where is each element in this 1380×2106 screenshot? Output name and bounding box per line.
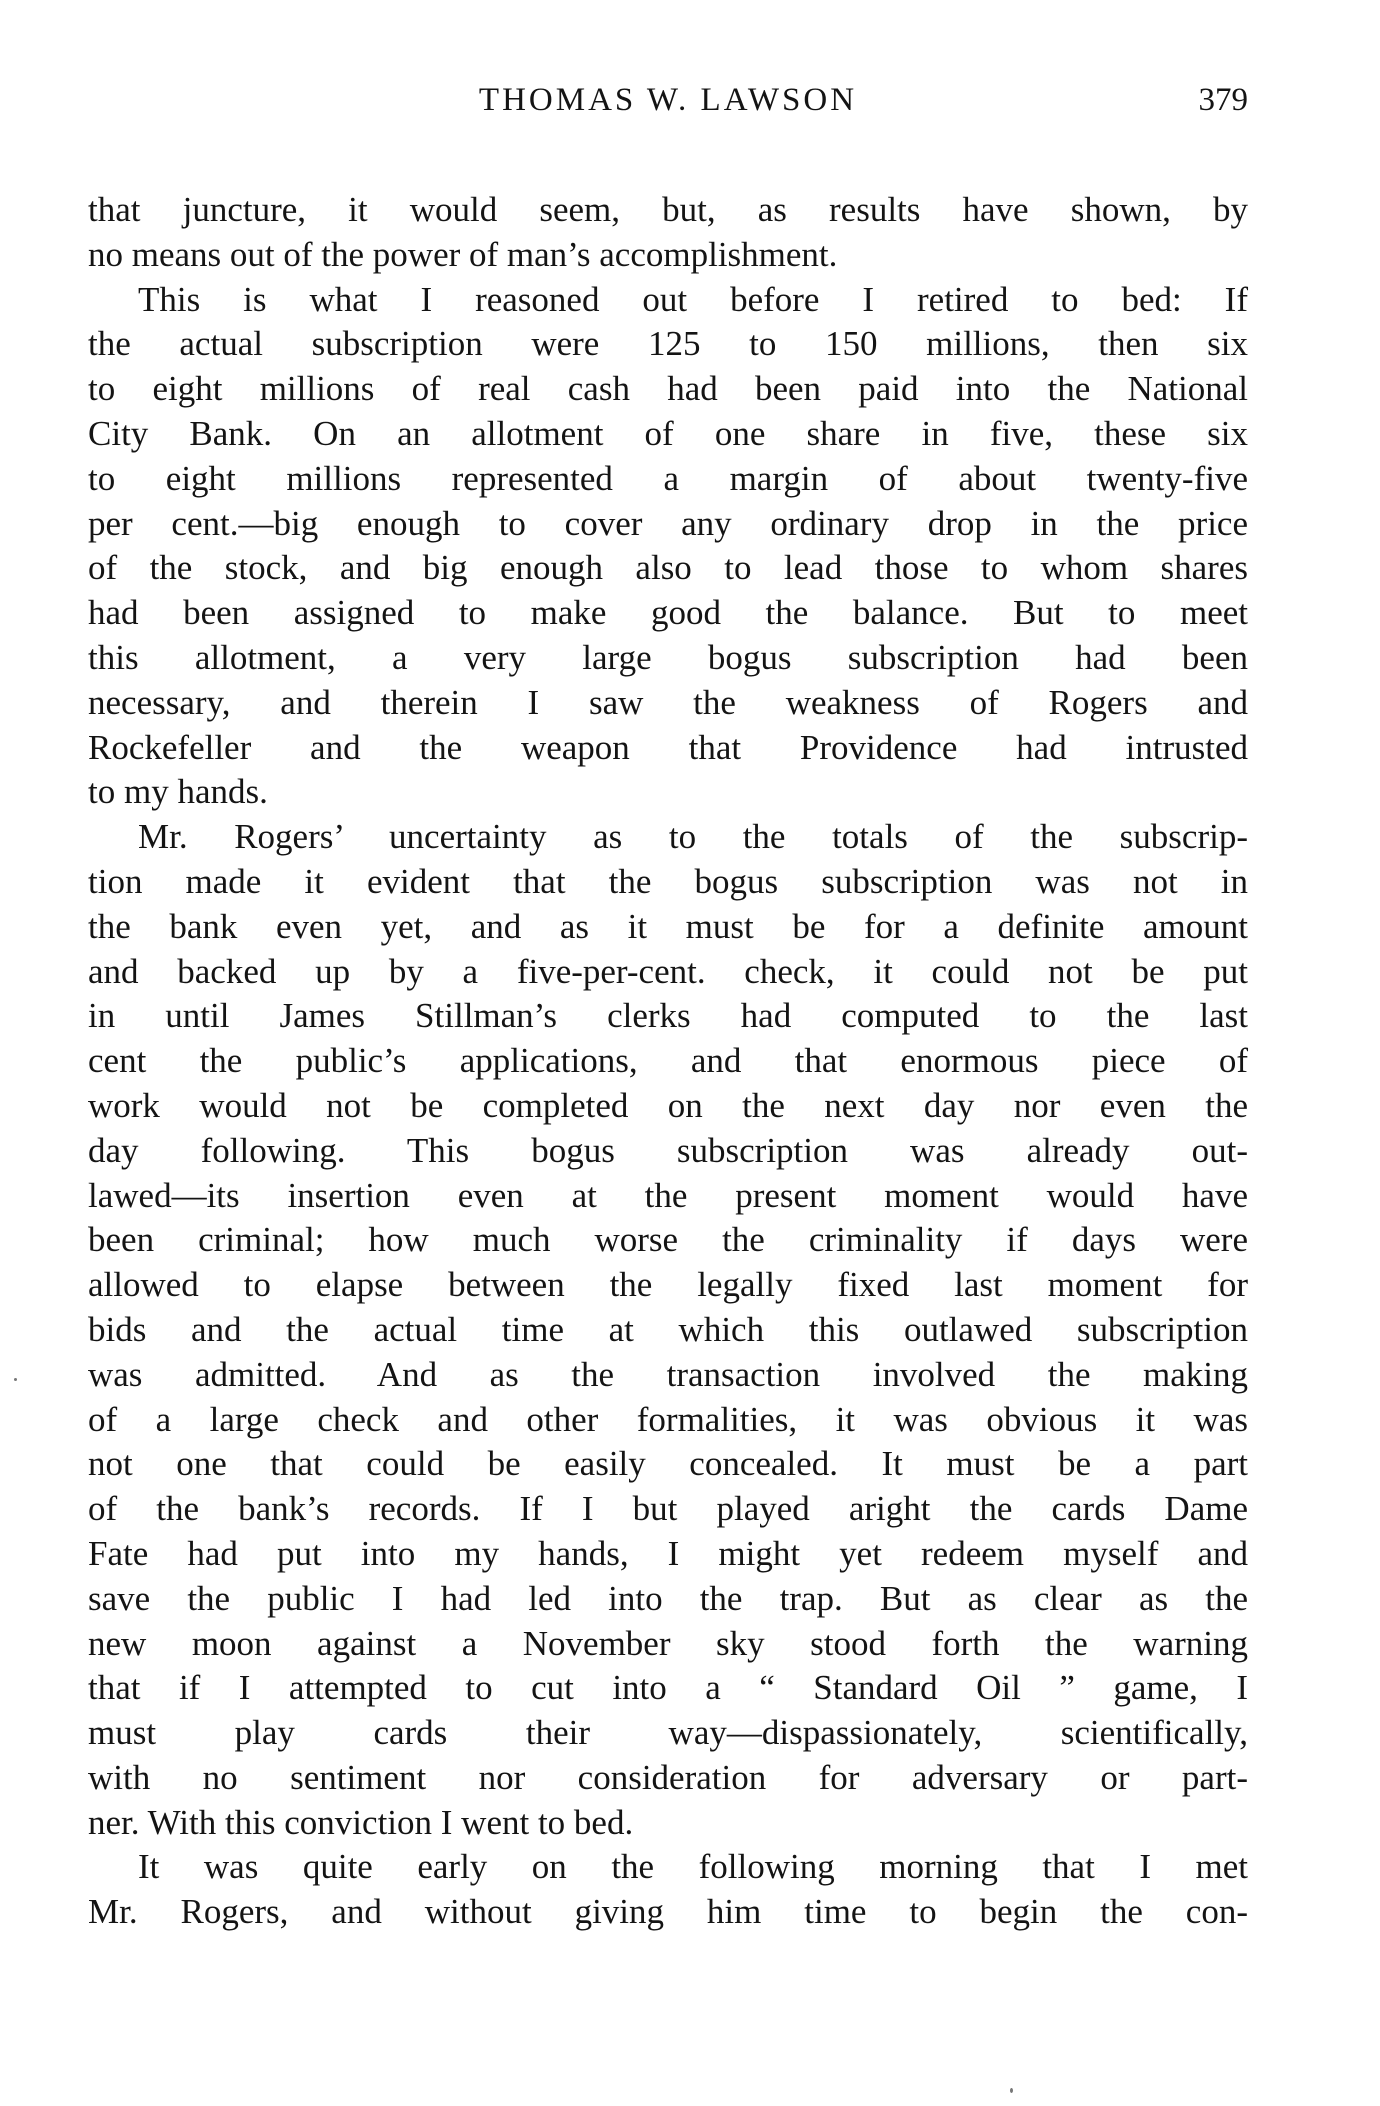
text-line: work would not be completed on the next day nor even the — [88, 1085, 1248, 1125]
text-line: new moon against a November sky stood forth the warning — [88, 1623, 1248, 1663]
text-line: was admitted. And as the transaction involved the making — [88, 1354, 1248, 1394]
page-number: 379 — [1198, 82, 1248, 118]
text-line: to eight millions represented a margin of about twenty-five — [88, 458, 1248, 498]
text-line: no means out of the power of man’s accomplishment. — [88, 234, 838, 274]
text-line: the actual subscription were 125 to 150 millions, then six — [88, 324, 1248, 364]
text-line: that juncture, it would seem, but, as results have shown, by — [88, 190, 1248, 229]
running-title: THOMAS W. LAWSON — [478, 82, 858, 118]
text-line: tion made it evident that the bogus subscription was not in — [88, 861, 1248, 901]
text-line: must play cards their way—dispassionately, scientifically, — [88, 1713, 1248, 1753]
text-line: cent the public’s applications, and that enormous piece of — [88, 1041, 1248, 1081]
text-line: with no sentiment nor consideration for adversary or part- — [88, 1757, 1248, 1797]
text-line: It was quite early on the following morning that I met — [138, 1847, 1248, 1887]
text-line: and backed up by a five-per-cent. check, it could not be put — [88, 951, 1248, 991]
running-head — [88, 82, 1248, 132]
text-line: Mr. Rogers, and without giving him time to begin the con- — [88, 1892, 1248, 1932]
text-line: to my hands. — [88, 772, 268, 812]
text-line: bids and the actual time at which this outlawed subscription — [88, 1309, 1248, 1349]
text-line: of the stock, and big enough also to lead those to whom shares — [88, 548, 1248, 588]
text-line: of a large check and other formalities, it was obvious it was — [88, 1399, 1248, 1439]
text-line: this allotment, a very large bogus subscription had been — [88, 637, 1248, 677]
text-line: This is what I reasoned out before I retired to bed: If — [138, 279, 1248, 319]
text-line: had been assigned to make good the balance. But to meet — [88, 593, 1248, 633]
text-line: not one that could be easily concealed. It must be a part — [88, 1444, 1248, 1484]
text-line: Fate had put into my hands, I might yet redeem myself and — [88, 1533, 1248, 1573]
text-line: to eight millions of real cash had been paid into the National — [88, 369, 1248, 409]
text-line: Mr. Rogers’ uncertainty as to the totals of the subscrip- — [138, 817, 1248, 857]
text-line: lawed—its insertion even at the present moment would have — [88, 1175, 1248, 1215]
text-line: allowed to elapse between the legally fixed last moment for — [88, 1265, 1248, 1305]
text-line: save the public I had led into the trap. But as clear as the — [88, 1578, 1248, 1618]
text-line: ner. With this conviction I went to bed. — [88, 1802, 634, 1842]
paper-speck — [14, 1378, 17, 1381]
text-line: necessary, and therein I saw the weakness of Rogers and — [88, 682, 1248, 722]
text-line: of the bank’s records. If I but played aright the cards Dame — [88, 1489, 1248, 1529]
text-line: been criminal; how much worse the criminality if days were — [88, 1220, 1248, 1260]
text-line: the bank even yet, and as it must be for a definite amount — [88, 906, 1248, 946]
text-line: City Bank. On an allotment of one share in five, these six — [88, 413, 1248, 453]
paper-speck — [1010, 2088, 1013, 2093]
body-text — [88, 188, 1248, 1935]
text-line: in until James Stillman’s clerks had computed to the last — [88, 996, 1248, 1036]
text-line: Rockefeller and the weapon that Providence had intrusted — [88, 727, 1248, 767]
text-line: that if I attempted to cut into a “ Standard Oil ” game, I — [88, 1668, 1248, 1708]
text-line: per cent.—big enough to cover any ordinary drop in the price — [88, 503, 1248, 543]
text-line: day following. This bogus subscription was already out- — [88, 1130, 1248, 1170]
